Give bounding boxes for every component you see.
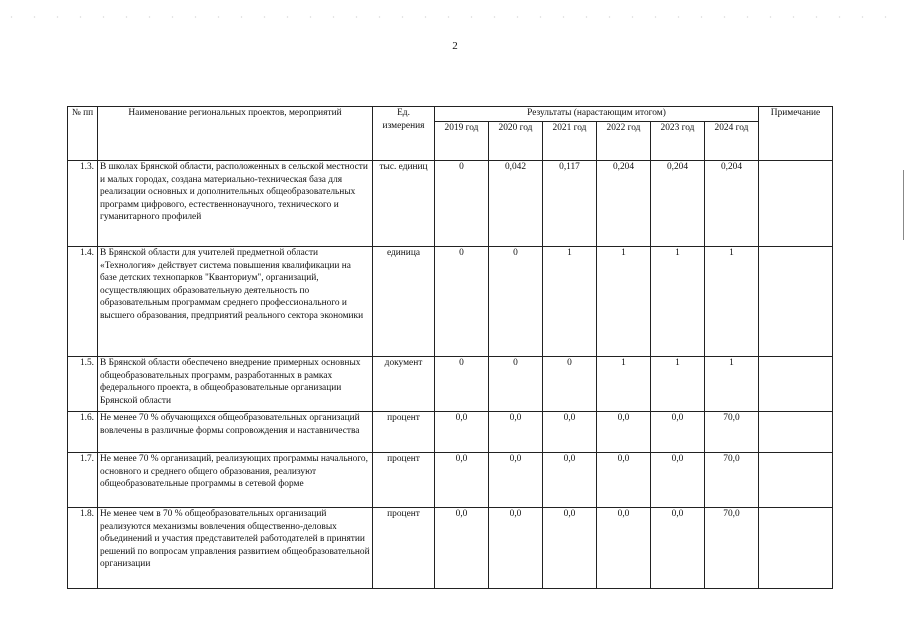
row-name: Не менее 70 % обучающихся общеобразовательных организаций вовлечены в различные формы сопровождения и наставничества xyxy=(98,412,373,453)
header-num: № пп xyxy=(68,107,98,161)
row-name: В школах Брянской области, расположенных в сельской местности и малых городах, создана материально-техническая база для реализации основных и дополнительных общеобразовательных программ цифрового, естественнонаучного, технического и гуманитарного профилей xyxy=(98,161,373,247)
table-row xyxy=(68,357,833,412)
table-row xyxy=(68,508,833,589)
header-year: 2020 год xyxy=(489,122,543,161)
row-unit: документ xyxy=(373,357,435,412)
row-unit: процент xyxy=(373,508,435,589)
row-value: 0,0 xyxy=(489,508,543,589)
row-value: 0,0 xyxy=(435,453,489,508)
table-row xyxy=(68,161,833,247)
row-value: 0,0 xyxy=(543,453,597,508)
row-value: 0,0 xyxy=(651,508,705,589)
table-row xyxy=(68,412,833,453)
row-value: 1 xyxy=(651,357,705,412)
results-table xyxy=(67,106,833,589)
row-value: 0,0 xyxy=(543,412,597,453)
row-num: 1.7. xyxy=(68,453,98,508)
scan-noise xyxy=(0,14,905,20)
row-value: 0,0 xyxy=(543,508,597,589)
row-value: 0,042 xyxy=(489,161,543,247)
row-name: Не менее чем в 70 % общеобразовательных организаций реализуются механизмы вовлечения общественно-деловых объединений и участия представителей работодателей в принятии решений по вопросам управления развитием общеобразовательной организации xyxy=(98,508,373,589)
row-value: 0 xyxy=(435,357,489,412)
row-unit: тыс. единиц xyxy=(373,161,435,247)
row-name: В Брянской области обеспечено внедрение примерных основных общеобразовательных программ, разработанных в рамках федерального проекта, в общеобразовательные организации Брянской области xyxy=(98,357,373,412)
row-note xyxy=(759,247,833,357)
row-value: 0,204 xyxy=(597,161,651,247)
row-value: 0,204 xyxy=(651,161,705,247)
row-value: 0 xyxy=(435,161,489,247)
row-value: 1 xyxy=(597,247,651,357)
row-note xyxy=(759,453,833,508)
row-value: 1 xyxy=(597,357,651,412)
header-note: Примечание xyxy=(759,107,833,161)
row-value: 0 xyxy=(435,247,489,357)
row-value: 1 xyxy=(651,247,705,357)
row-value: 70,0 xyxy=(705,453,759,508)
row-value: 0,0 xyxy=(597,508,651,589)
row-unit: процент xyxy=(373,453,435,508)
row-num: 1.4. xyxy=(68,247,98,357)
table-row xyxy=(68,453,833,508)
header-name: Наименование региональных проектов, мероприятий xyxy=(98,107,373,161)
row-value: 0,0 xyxy=(651,412,705,453)
row-value: 0 xyxy=(489,247,543,357)
row-note xyxy=(759,508,833,589)
row-value: 1 xyxy=(705,247,759,357)
row-value: 0,0 xyxy=(597,412,651,453)
table-row xyxy=(68,247,833,357)
row-value: 70,0 xyxy=(705,412,759,453)
header-year: 2024 год xyxy=(705,122,759,161)
row-name: В Брянской области для учителей предметной области «Технология» действует система повышения квалификации на базе детских технопарков "Кванториум", организаций, осуществляющих образовательную деятельность по образовательным программам среднего профессионального и высшего образования, предприятий реального сектора экономики xyxy=(98,247,373,357)
row-value: 0 xyxy=(489,357,543,412)
row-value: 0,0 xyxy=(435,508,489,589)
row-value: 0,0 xyxy=(651,453,705,508)
row-num: 1.3. xyxy=(68,161,98,247)
row-value: 0,117 xyxy=(543,161,597,247)
row-value: 0,0 xyxy=(489,412,543,453)
header-year: 2023 год xyxy=(651,122,705,161)
row-name: Не менее 70 % организаций, реализующих программы начального, основного и среднего общего образования, реализуют общеобразовательные программы в сетевой форме xyxy=(98,453,373,508)
header-year: 2019 год xyxy=(435,122,489,161)
scan-edge-line xyxy=(903,170,904,240)
row-num: 1.8. xyxy=(68,508,98,589)
row-value: 0,0 xyxy=(489,453,543,508)
header-results: Результаты (нарастающим итогом) xyxy=(435,107,759,122)
page-number: 2 xyxy=(452,40,458,52)
row-value: 0,0 xyxy=(435,412,489,453)
row-value: 70,0 xyxy=(705,508,759,589)
header-year: 2021 год xyxy=(543,122,597,161)
row-note xyxy=(759,412,833,453)
row-num: 1.6. xyxy=(68,412,98,453)
header-year: 2022 год xyxy=(597,122,651,161)
row-value: 1 xyxy=(543,247,597,357)
header-unit: Ед. измерения xyxy=(373,107,435,161)
row-unit: единица xyxy=(373,247,435,357)
row-value: 0 xyxy=(543,357,597,412)
row-note xyxy=(759,161,833,247)
row-value: 1 xyxy=(705,357,759,412)
row-num: 1.5. xyxy=(68,357,98,412)
row-value: 0,0 xyxy=(597,453,651,508)
row-note xyxy=(759,357,833,412)
row-value: 0,204 xyxy=(705,161,759,247)
row-unit: процент xyxy=(373,412,435,453)
